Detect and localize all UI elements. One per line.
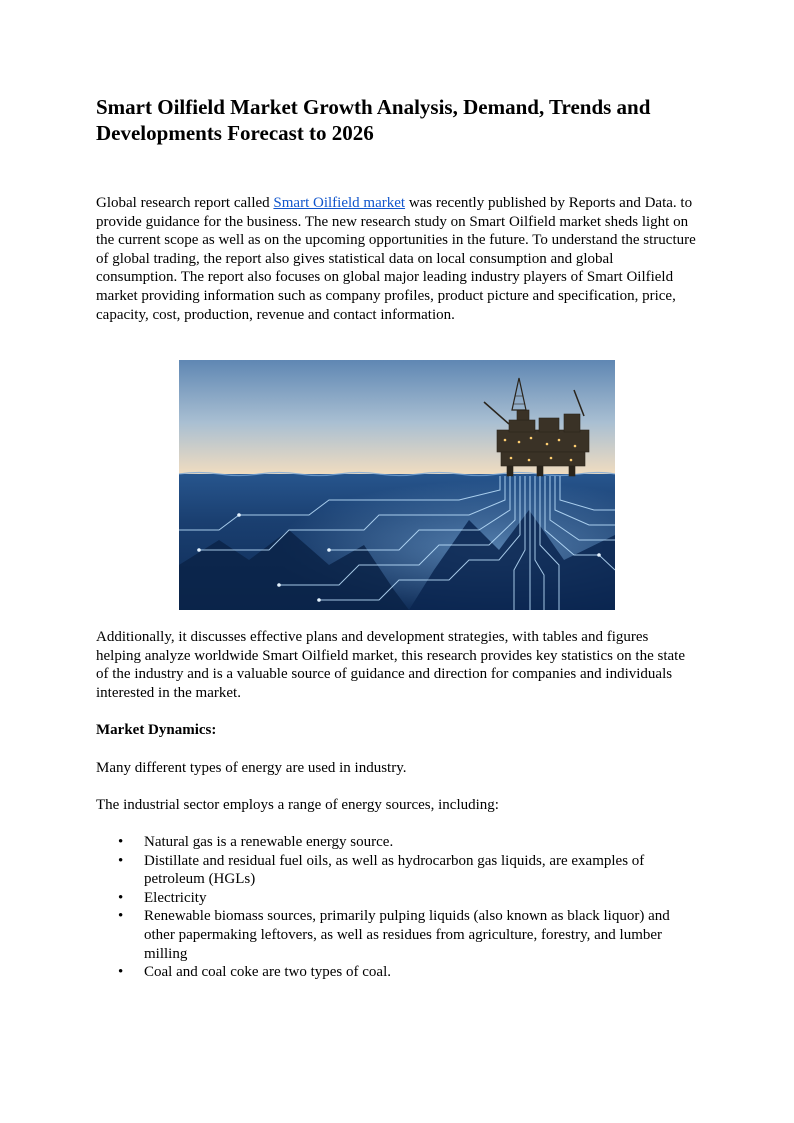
list-item	[96, 907, 696, 963]
market-dynamics-paragraph-1: Many different types of energy are used in industry.	[96, 760, 407, 776]
bullet-icon: •	[118, 889, 124, 906]
list-item-text: Electricity	[144, 889, 207, 906]
intro-paragraph	[96, 194, 696, 324]
smart-oilfield-market-link[interactable]: Smart Oilfield market	[273, 195, 406, 211]
intro-text-after-link: was recently published by Reports and Data. to provide guidance for the business. The new research study on Smart Oilfield market sheds light on the current scope as well as on the upcoming opportunities in the future. To understand the structure of global trading, the report also gives statistical data on local consumption and global consumption. The report also focuses on global major leading industry players of Smart Oilfield market providing information such as company profiles, product picture and specification, price, capacity, cost, production, revenue and contact information.	[96, 195, 696, 323]
market-dynamics-paragraph-2: The industrial sector employs a range of energy sources, including:	[96, 797, 499, 813]
list-item	[96, 889, 696, 908]
bullet-icon: •	[118, 852, 124, 869]
bullet-icon: •	[118, 834, 124, 850]
bullet-icon: •	[118, 964, 124, 981]
list-item	[96, 963, 696, 982]
list-item	[96, 833, 696, 852]
intro-text-before-link: Global research report called	[96, 195, 274, 211]
list-item-text: Natural gas is a renewable energy source.	[144, 834, 394, 850]
list-item	[96, 852, 696, 889]
list-item-text: Coal and coal coke are two types of coal.	[144, 964, 391, 981]
market-dynamics-heading: Market Dynamics:	[96, 722, 217, 738]
offshore-oil-rig-image	[179, 360, 615, 610]
document-title: Smart Oilfield Market Growth Analysis, Demand, Trends and Developments Forecast to 2026	[96, 95, 651, 145]
energy-sources-list	[96, 833, 696, 982]
additional-paragraph: Additionally, it discusses effective plans and development strategies, with tables and figures helping analyze worldwide Smart Oilfield market, this research provides key statistics on the state of the industry and is a valuable source of guidance and direction for companies and individuals interested in the market.	[96, 629, 685, 701]
bullet-icon: •	[118, 908, 124, 925]
list-item-text: Renewable biomass sources, primarily pulping liquids (also known as black liquor) and other papermaking leftovers, as well as residues from agriculture, forestry, and lumber milling	[144, 908, 670, 962]
list-item-text: Distillate and residual fuel oils, as well as hydrocarbon gas liquids, are examples of petroleum (HGLs)	[144, 852, 645, 888]
